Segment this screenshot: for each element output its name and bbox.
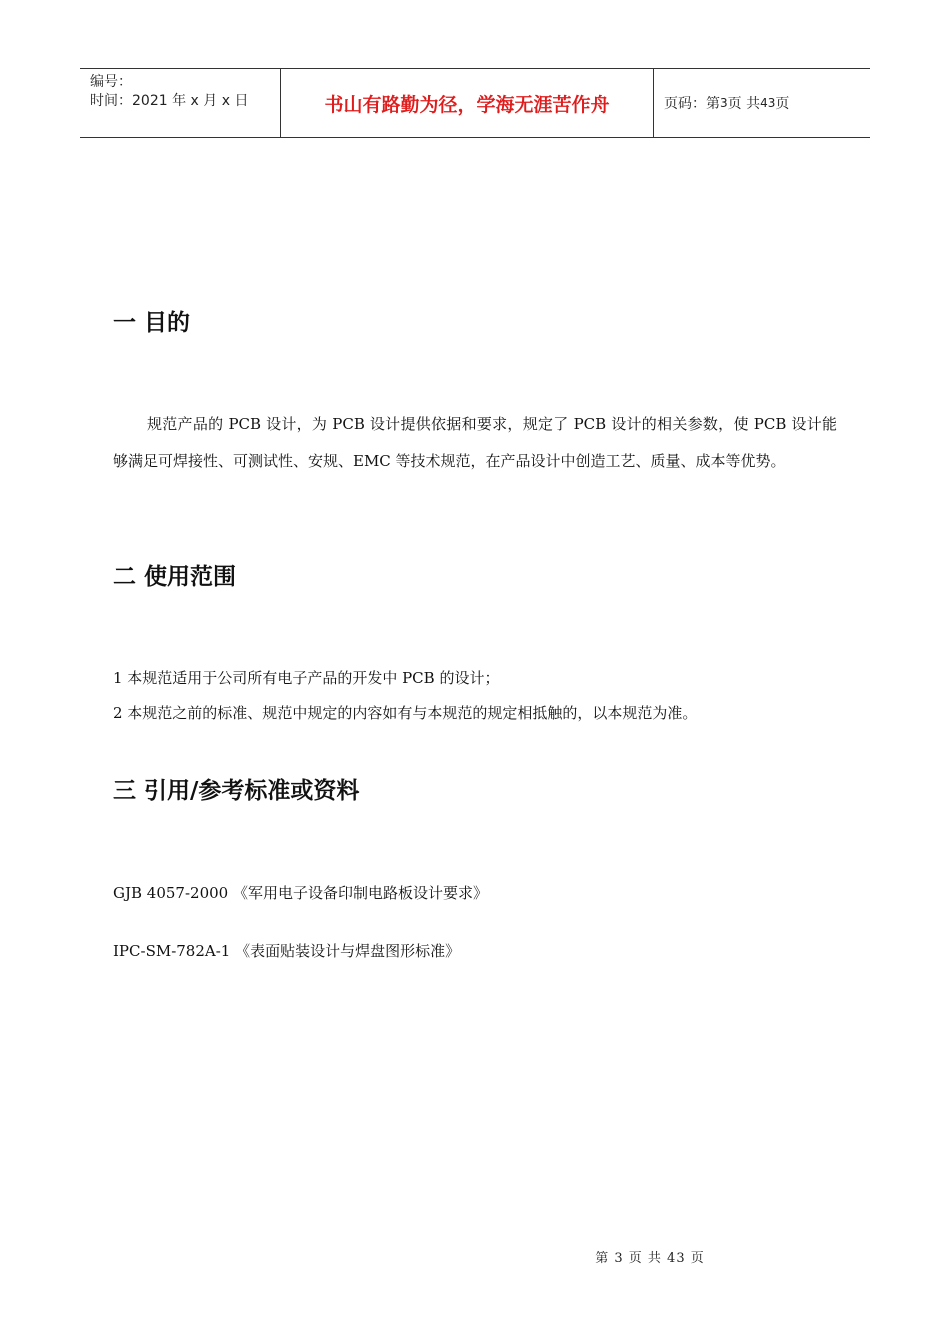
page-footer: 第 3 页 共 43 页 bbox=[595, 1251, 705, 1266]
section-paragraph-purpose: 规范产品的 PCB 设计，为 PCB 设计提供依据和要求，规定了 PCB 设计的相关参数，使 PCB 设计能够满足可焊接性、可测试性、安规、EMC 等技术规范，在产品设计中创造工艺、质量、成本等优势。 bbox=[113, 415, 837, 470]
header-page-number bbox=[654, 69, 870, 137]
page-prefix: 页码：第 bbox=[664, 96, 720, 112]
header-slogan: 书山有路勤为径，学海无涯苦作舟 bbox=[281, 69, 654, 137]
section-title-references: 三 引用/参考标准或资料 bbox=[113, 778, 360, 804]
page-mid: 页 共 bbox=[727, 96, 761, 112]
page-total: 43 bbox=[760, 96, 776, 110]
page-header bbox=[80, 68, 870, 138]
header-meta bbox=[80, 69, 281, 137]
list-item: 1 本规范适用于公司所有电子产品的开发中 PCB 的设计； bbox=[113, 669, 500, 687]
document-code-label: 编号： bbox=[90, 74, 132, 90]
reference-item: IPC-SM-782A-1 《表面贴装设计与焊盘图形标准》 bbox=[113, 942, 461, 960]
scope-list bbox=[113, 661, 697, 731]
page-current: 3 bbox=[720, 96, 728, 110]
reference-item: GJB 4057-2000 《军用电子设备印制电路板设计要求》 bbox=[113, 884, 488, 902]
section-title-purpose: 一 目的 bbox=[113, 310, 191, 336]
page-suffix: 页 bbox=[775, 96, 790, 112]
section-title-scope: 二 使用范围 bbox=[113, 564, 237, 590]
list-item: 2 本规范之前的标准、规范中规定的内容如有与本规范的规定相抵触的，以本规范为准。 bbox=[113, 704, 698, 722]
document-date: 时间：2021 年 x 月 x 日 bbox=[90, 93, 249, 109]
